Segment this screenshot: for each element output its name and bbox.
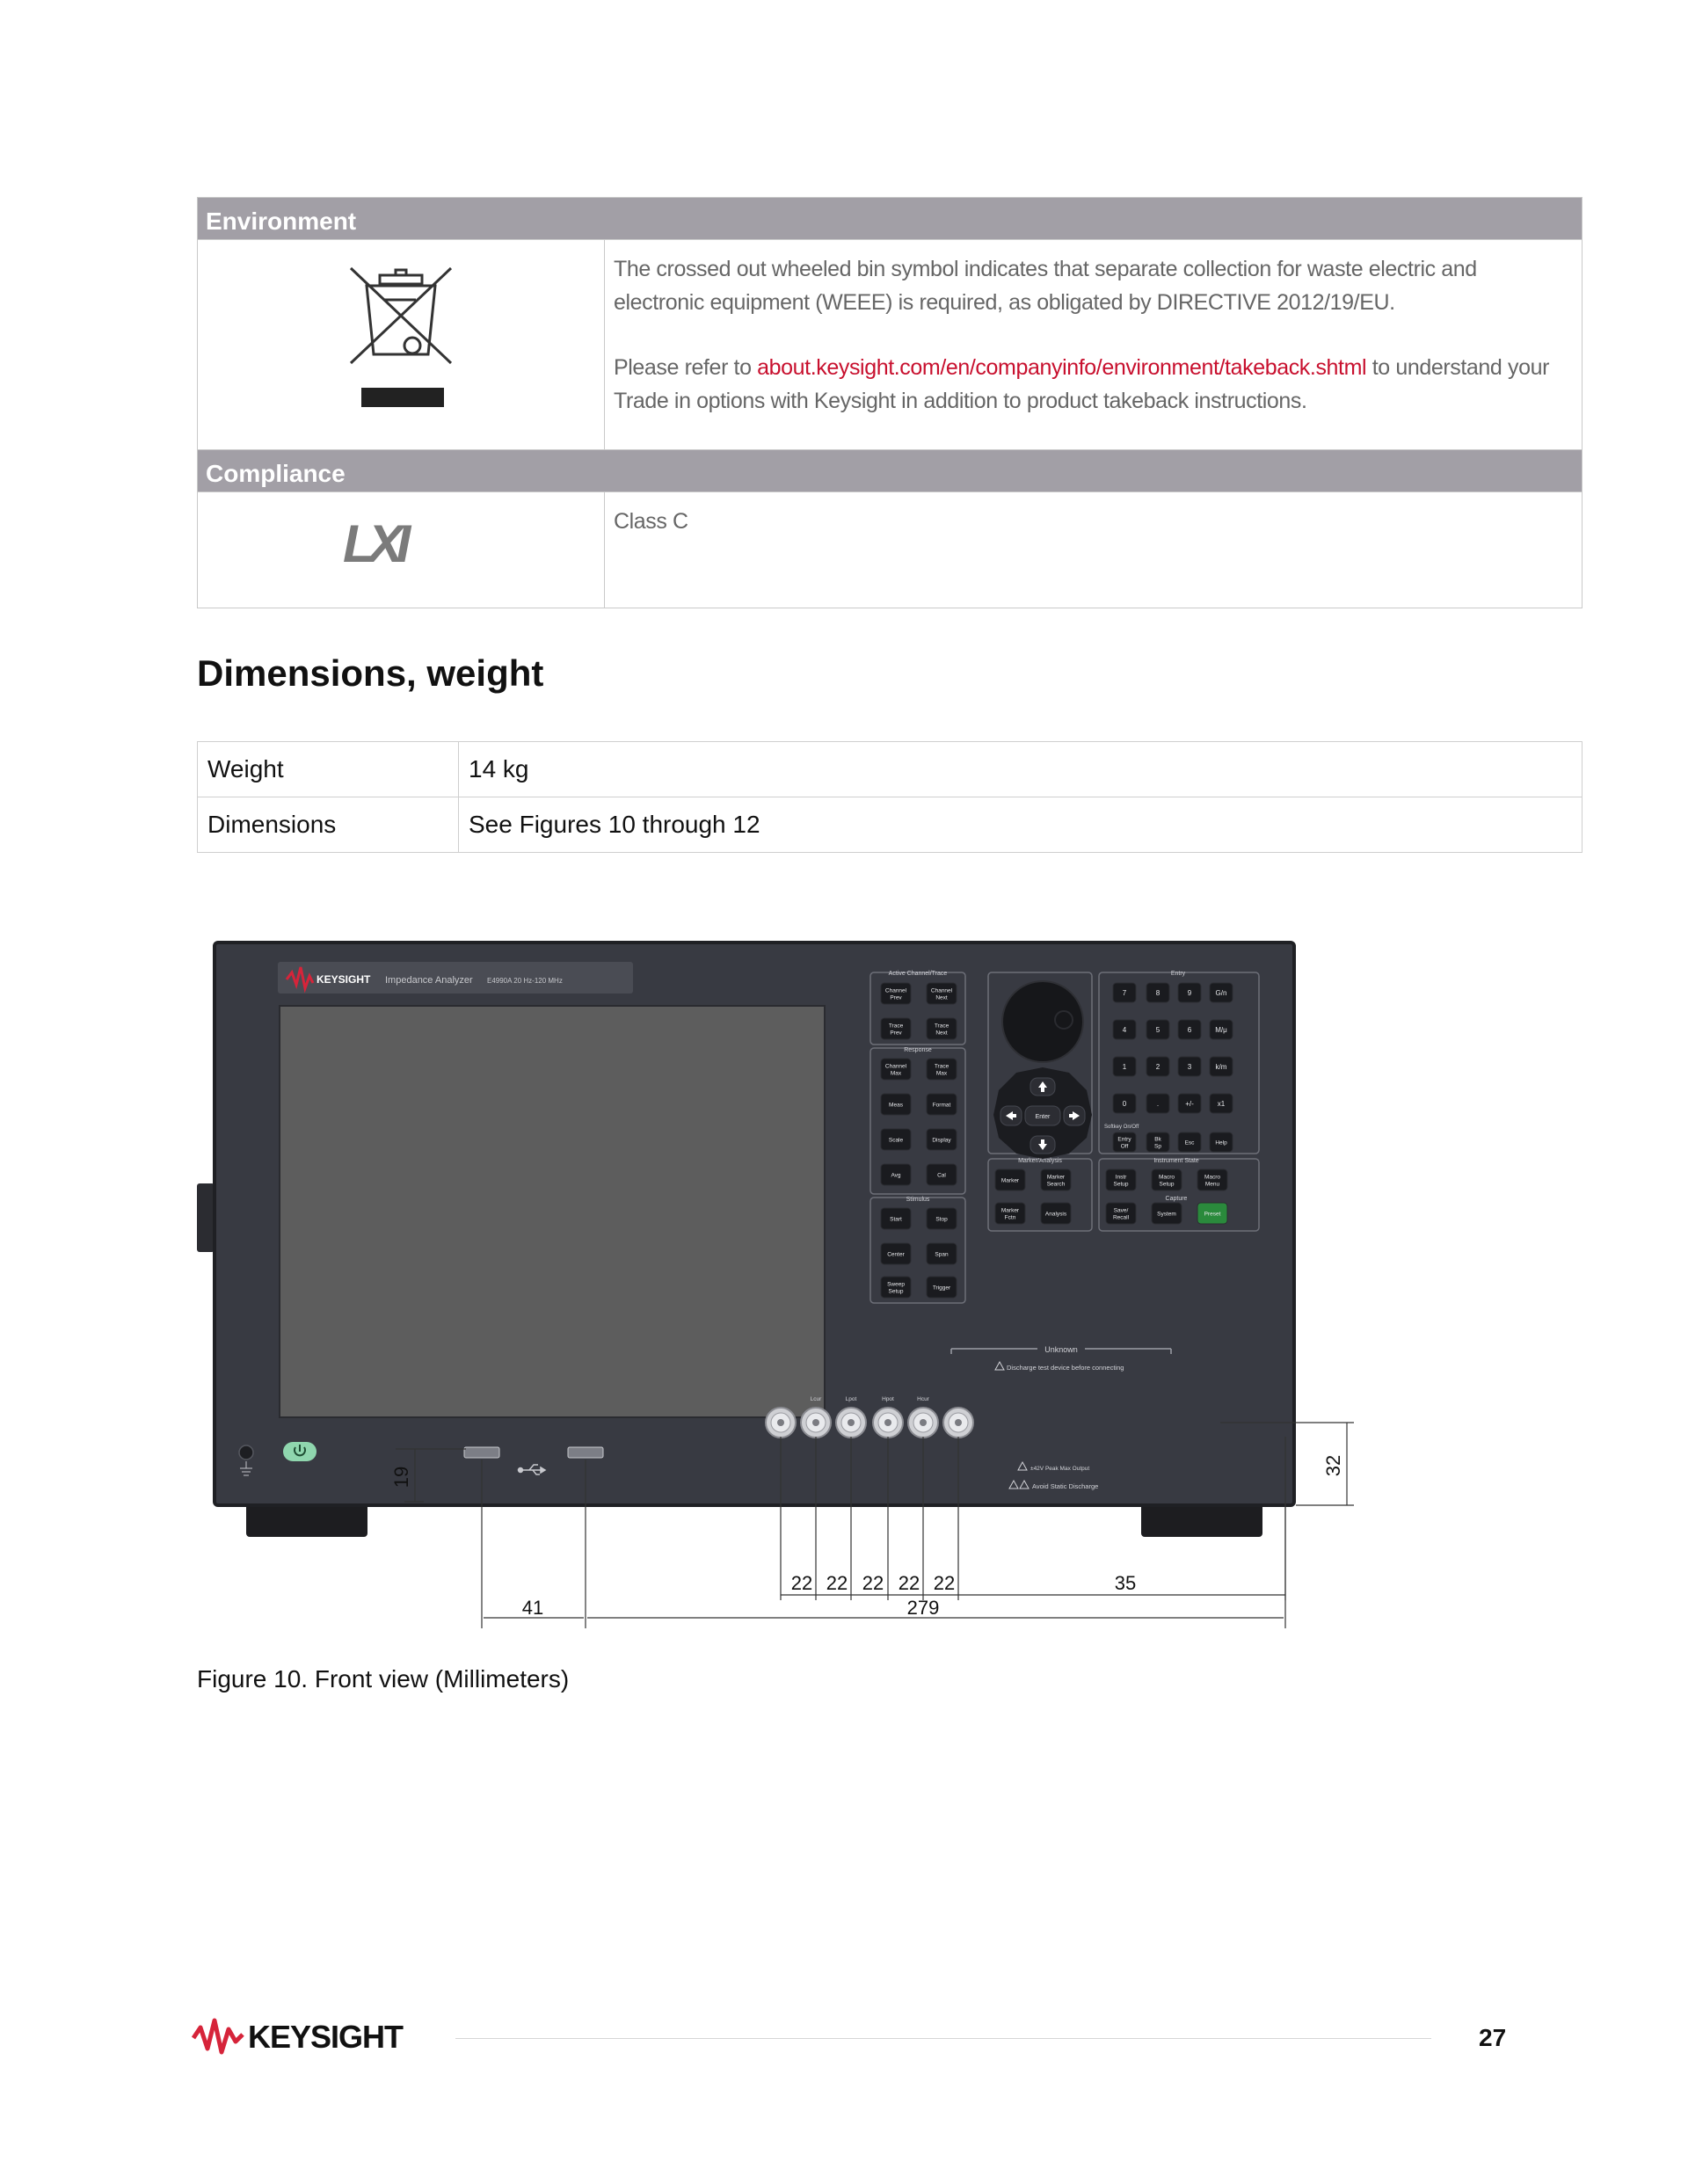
key-entry-num_row2-3[interactable] — [1210, 1020, 1233, 1039]
key-entry-label: 9 — [1187, 989, 1192, 997]
dim-usb-to-right: 279 — [906, 1597, 940, 1619]
key-system-label: System — [1157, 1211, 1176, 1218]
key-avg-label: Avg — [891, 1172, 901, 1179]
key-entry-num_row4-3[interactable] — [1210, 1094, 1233, 1113]
key-marker-fctn-label: Marker — [1000, 1207, 1020, 1214]
group-label-active: Active Channel/Trace — [888, 971, 948, 977]
key-bk-sp-label: Bk — [1154, 1136, 1161, 1143]
key-macro-menu-label: Macro — [1204, 1174, 1221, 1181]
port-label: Hpot — [882, 1396, 894, 1402]
key-entry-num_row1-2[interactable] — [1178, 983, 1201, 1002]
key-entry-label: 7 — [1122, 989, 1127, 997]
key-marker[interactable] — [995, 1169, 1025, 1190]
dim-port-spacing: 22 — [898, 1572, 920, 1594]
key-entry-num_row3-1[interactable] — [1146, 1057, 1169, 1076]
weee-bin-icon — [198, 240, 605, 444]
key-cal[interactable] — [927, 1164, 957, 1185]
key-trigger[interactable] — [927, 1277, 957, 1298]
key-preset-label: Preset — [1204, 1211, 1221, 1218]
key-trace-next[interactable] — [927, 1018, 957, 1039]
key-meas-label: Meas — [889, 1102, 903, 1109]
group-label-marker: Marker/Analysis — [1018, 1158, 1062, 1164]
weee-description: The crossed out wheeled bin symbol indicates that separate collection for waste electric and electronic equipment (WEEE) is required, as obligated by DIRECTIVE 2012/19/EU. — [614, 257, 1477, 315]
display-screen — [280, 1006, 825, 1417]
key-analysis[interactable] — [1041, 1203, 1071, 1224]
lxi-logo-cell — [198, 492, 605, 608]
key-marker-label: Marker — [1000, 1177, 1020, 1184]
key-entry-num_row1-1[interactable] — [1146, 983, 1169, 1002]
table-row — [198, 797, 1582, 853]
enter-key[interactable] — [1025, 1106, 1060, 1125]
key-entry-num_row2-2[interactable] — [1178, 1020, 1201, 1039]
table-row — [198, 742, 1582, 797]
weee-text-cell — [605, 240, 1582, 450]
key-channel-max-label: Max — [890, 1070, 902, 1077]
lxi-logo-text: LXI — [343, 514, 404, 573]
group-label-entry: Entry — [1170, 971, 1186, 977]
side-handle — [197, 1183, 215, 1252]
key-scale-label: Scale — [888, 1137, 904, 1144]
dim-port-spacing: 22 — [933, 1572, 956, 1594]
usb-port-1[interactable] — [464, 1447, 499, 1458]
key-entry-label: k/m — [1215, 1063, 1227, 1071]
key-start[interactable] — [881, 1208, 911, 1229]
group-label-instr: Instrument State — [1153, 1158, 1199, 1164]
key-entry-label: 4 — [1122, 1026, 1127, 1034]
dim-usb-gap: 41 — [521, 1597, 544, 1619]
key-analysis-label: Analysis — [1044, 1211, 1067, 1218]
max-output-label: ±42V Peak Max Output — [1030, 1466, 1090, 1472]
static-warning-label: Avoid Static Discharge — [1032, 1482, 1099, 1490]
port-label: Lpot — [845, 1396, 857, 1402]
compliance-heading: Compliance — [198, 450, 1582, 492]
dimensions-label: Dimensions — [198, 797, 459, 853]
key-entry-num_row4-1[interactable] — [1146, 1094, 1169, 1113]
key-trace-prev[interactable] — [881, 1018, 911, 1039]
key-entry-label: 2 — [1155, 1063, 1160, 1071]
key-entry-num_row2-1[interactable] — [1146, 1020, 1169, 1039]
key-entry-label: 6 — [1187, 1026, 1192, 1034]
key-cal-label: Cal — [937, 1172, 946, 1179]
key-bk-sp[interactable] — [1146, 1132, 1169, 1152]
key-save-recall-label: Save/ — [1113, 1207, 1129, 1214]
key-entry-label: 0 — [1122, 1100, 1127, 1108]
key-sweep-setup-label: Sweep — [887, 1281, 905, 1288]
key-save-recall[interactable] — [1106, 1203, 1136, 1224]
key-meas[interactable] — [881, 1094, 911, 1115]
key-entry-label: 3 — [1187, 1063, 1192, 1071]
key-entry-num_row1-0[interactable] — [1113, 983, 1136, 1002]
key-esc-label: Esc — [1184, 1139, 1195, 1147]
keysight-wave-icon — [192, 2017, 246, 2056]
takeback-link[interactable]: about.keysight.com/en/companyinfo/environment/takeback.shtml — [757, 355, 1367, 380]
key-entry-num_row3-2[interactable] — [1178, 1057, 1201, 1076]
key-channel-max[interactable] — [881, 1059, 911, 1080]
footer-brand: KEYSIGHT — [248, 2019, 404, 2055]
key-instr-setup[interactable] — [1106, 1169, 1136, 1190]
key-entry-off[interactable] — [1113, 1132, 1136, 1152]
key-save-recall-label: Recall — [1112, 1214, 1130, 1221]
key-avg[interactable] — [881, 1164, 911, 1185]
bnc-connector-1[interactable] — [766, 1408, 796, 1438]
key-marker-fctn-label: Fctn — [1004, 1214, 1016, 1221]
key-macro-setup[interactable] — [1152, 1169, 1182, 1190]
key-trigger-label: Trigger — [932, 1285, 951, 1292]
enter-key-label: Enter — [1035, 1114, 1051, 1120]
key-instr-setup-label: Setup — [1113, 1181, 1129, 1188]
group-label-stimulus: Stimulus — [906, 1197, 930, 1203]
front-view-figure — [193, 939, 1372, 1642]
weight-value: 14 kg — [459, 742, 1582, 797]
key-marker-search-label: Search — [1046, 1181, 1066, 1188]
takeback-paragraph — [614, 351, 1573, 418]
regulatory-table — [197, 197, 1582, 608]
key-esc[interactable] — [1178, 1132, 1201, 1152]
key-entry-num_row3-0[interactable] — [1113, 1057, 1136, 1076]
bnc-connector-4[interactable] — [873, 1408, 903, 1438]
key-entry-label: x1 — [1217, 1100, 1226, 1108]
key-system[interactable] — [1152, 1203, 1182, 1224]
key-macro-setup-label: Macro — [1158, 1174, 1175, 1181]
unknown-label: Unknown — [1044, 1345, 1078, 1354]
key-marker-search[interactable] — [1041, 1169, 1071, 1190]
key-display[interactable] — [927, 1129, 957, 1150]
key-sweep-setup-label: Setup — [888, 1288, 904, 1295]
key-scale[interactable] — [881, 1129, 911, 1150]
key-trace-max-label: Trace — [934, 1063, 950, 1070]
key-entry-off-label: Entry — [1117, 1136, 1131, 1143]
key-channel-prev-label: Prev — [890, 994, 902, 1001]
key-start-label: Start — [890, 1216, 902, 1223]
key-trace-prev-label: Prev — [890, 1030, 902, 1037]
weight-label: Weight — [198, 742, 459, 797]
key-entry-label: 1 — [1122, 1063, 1127, 1071]
key-display-label: Display — [932, 1137, 951, 1144]
key-channel-next[interactable] — [927, 983, 957, 1004]
refer-suffix: to understand your Trade in options with Keysight in addition to product takeback instructions. — [614, 355, 1550, 413]
plate-brand: KEYSIGHT — [316, 973, 371, 986]
plate-instrument-name: Impedance Analyzer — [385, 975, 473, 986]
key-help-label: Help — [1215, 1139, 1227, 1147]
key-instr-setup-label: Instr — [1115, 1174, 1127, 1181]
dim-port-height: 32 — [1322, 1454, 1344, 1477]
up-arrow-key[interactable] — [1030, 1078, 1055, 1096]
figure-caption: Figure 10. Front view (Millimeters) — [197, 1665, 570, 1693]
key-trace-max-label: Max — [935, 1070, 948, 1077]
dim-port-spacing: 22 — [790, 1572, 813, 1594]
bnc-connector-5[interactable] — [908, 1408, 938, 1438]
ground-jack[interactable] — [239, 1445, 253, 1460]
key-macro-menu-label: Menu — [1204, 1181, 1220, 1188]
lxi-class-cell: Class C — [605, 492, 1582, 608]
key-entry-num_row1-3[interactable] — [1210, 983, 1233, 1002]
key-entry-label: G/n — [1215, 989, 1227, 997]
group-label-capture: Capture — [1165, 1196, 1188, 1202]
key-channel-prev-label: Channel — [884, 987, 907, 994]
key-entry-label: +/- — [1185, 1100, 1194, 1108]
key-span-label: Span — [935, 1251, 949, 1258]
key-trace-prev-label: Trace — [888, 1023, 904, 1030]
key-entry-label: 8 — [1155, 989, 1160, 997]
key-macro-menu[interactable] — [1197, 1169, 1227, 1190]
key-trace-next-label: Trace — [934, 1023, 950, 1030]
key-channel-max-label: Channel — [884, 1063, 907, 1070]
key-format[interactable] — [927, 1094, 957, 1115]
dim-port-spacing: 35 — [1114, 1572, 1137, 1594]
key-channel-next-label: Channel — [930, 987, 953, 994]
refer-prefix: Please refer to — [614, 355, 758, 380]
key-trace-next-label: Next — [935, 1030, 948, 1037]
bnc-connector-3[interactable] — [836, 1408, 866, 1438]
key-entry-num_row3-3[interactable] — [1210, 1057, 1233, 1076]
key-entry-num_row4-0[interactable] — [1113, 1094, 1136, 1113]
bnc-connector-2[interactable] — [801, 1408, 831, 1438]
key-center-label: Center — [887, 1251, 905, 1258]
key-bk-sp-label: Sp — [1154, 1143, 1161, 1150]
weee-symbol-cell — [198, 240, 605, 450]
dim-usb-height: 19 — [390, 1466, 412, 1489]
key-trace-max[interactable] — [927, 1059, 957, 1080]
rotary-knob[interactable] — [1002, 981, 1083, 1062]
right-arrow-key[interactable] — [1064, 1106, 1085, 1125]
bnc-connector-6[interactable] — [943, 1408, 973, 1438]
dimensions-value: See Figures 10 through 12 — [459, 797, 1582, 853]
left-arrow-key[interactable] — [1000, 1106, 1022, 1125]
key-entry-off-label: Off — [1120, 1143, 1129, 1150]
key-stop-label: Stop — [935, 1216, 948, 1223]
dimensions-table — [197, 741, 1582, 853]
key-span[interactable] — [927, 1243, 957, 1264]
dim-port-spacing: 22 — [826, 1572, 848, 1594]
key-format-label: Format — [932, 1102, 951, 1109]
usb-port-2[interactable] — [568, 1447, 603, 1458]
key-marker-search-label: Marker — [1046, 1174, 1066, 1181]
key-entry-label: M/μ — [1215, 1026, 1227, 1034]
port-label: Hcur — [917, 1396, 929, 1402]
key-macro-setup-label: Setup — [1159, 1181, 1175, 1188]
port-label: Lcur — [810, 1396, 822, 1402]
lxi-logo — [343, 513, 457, 573]
key-entry-num_row2-0[interactable] — [1113, 1020, 1136, 1039]
page-number: 27 — [1479, 2024, 1507, 2051]
key-entry-label: 5 — [1155, 1026, 1160, 1034]
dim-port-spacing: 22 — [862, 1572, 884, 1594]
dimensions-heading: Dimensions, weight — [197, 652, 544, 694]
discharge-warning: Discharge test device before connecting — [1007, 1364, 1124, 1372]
key-help[interactable] — [1210, 1132, 1233, 1152]
footer-rule — [455, 2038, 1431, 2039]
group-label-response: Response — [904, 1047, 932, 1053]
key-channel-next-label: Next — [935, 994, 948, 1001]
key-channel-prev[interactable] — [881, 983, 911, 1004]
key-stop[interactable] — [927, 1208, 957, 1229]
key-entry-label: . — [1156, 1100, 1160, 1108]
plate-model: E4990A 20 Hz-120 MHz — [487, 977, 563, 985]
key-entry-num_row4-2[interactable] — [1178, 1094, 1201, 1113]
key-sweep-setup[interactable] — [881, 1277, 911, 1298]
key-preset[interactable] — [1197, 1203, 1227, 1224]
key-center[interactable] — [881, 1243, 911, 1264]
environment-heading: Environment — [198, 198, 1582, 240]
key-marker-fctn[interactable] — [995, 1203, 1025, 1224]
down-arrow-key[interactable] — [1030, 1136, 1055, 1154]
softkey-label: Softkey On/Off — [1104, 1125, 1139, 1130]
